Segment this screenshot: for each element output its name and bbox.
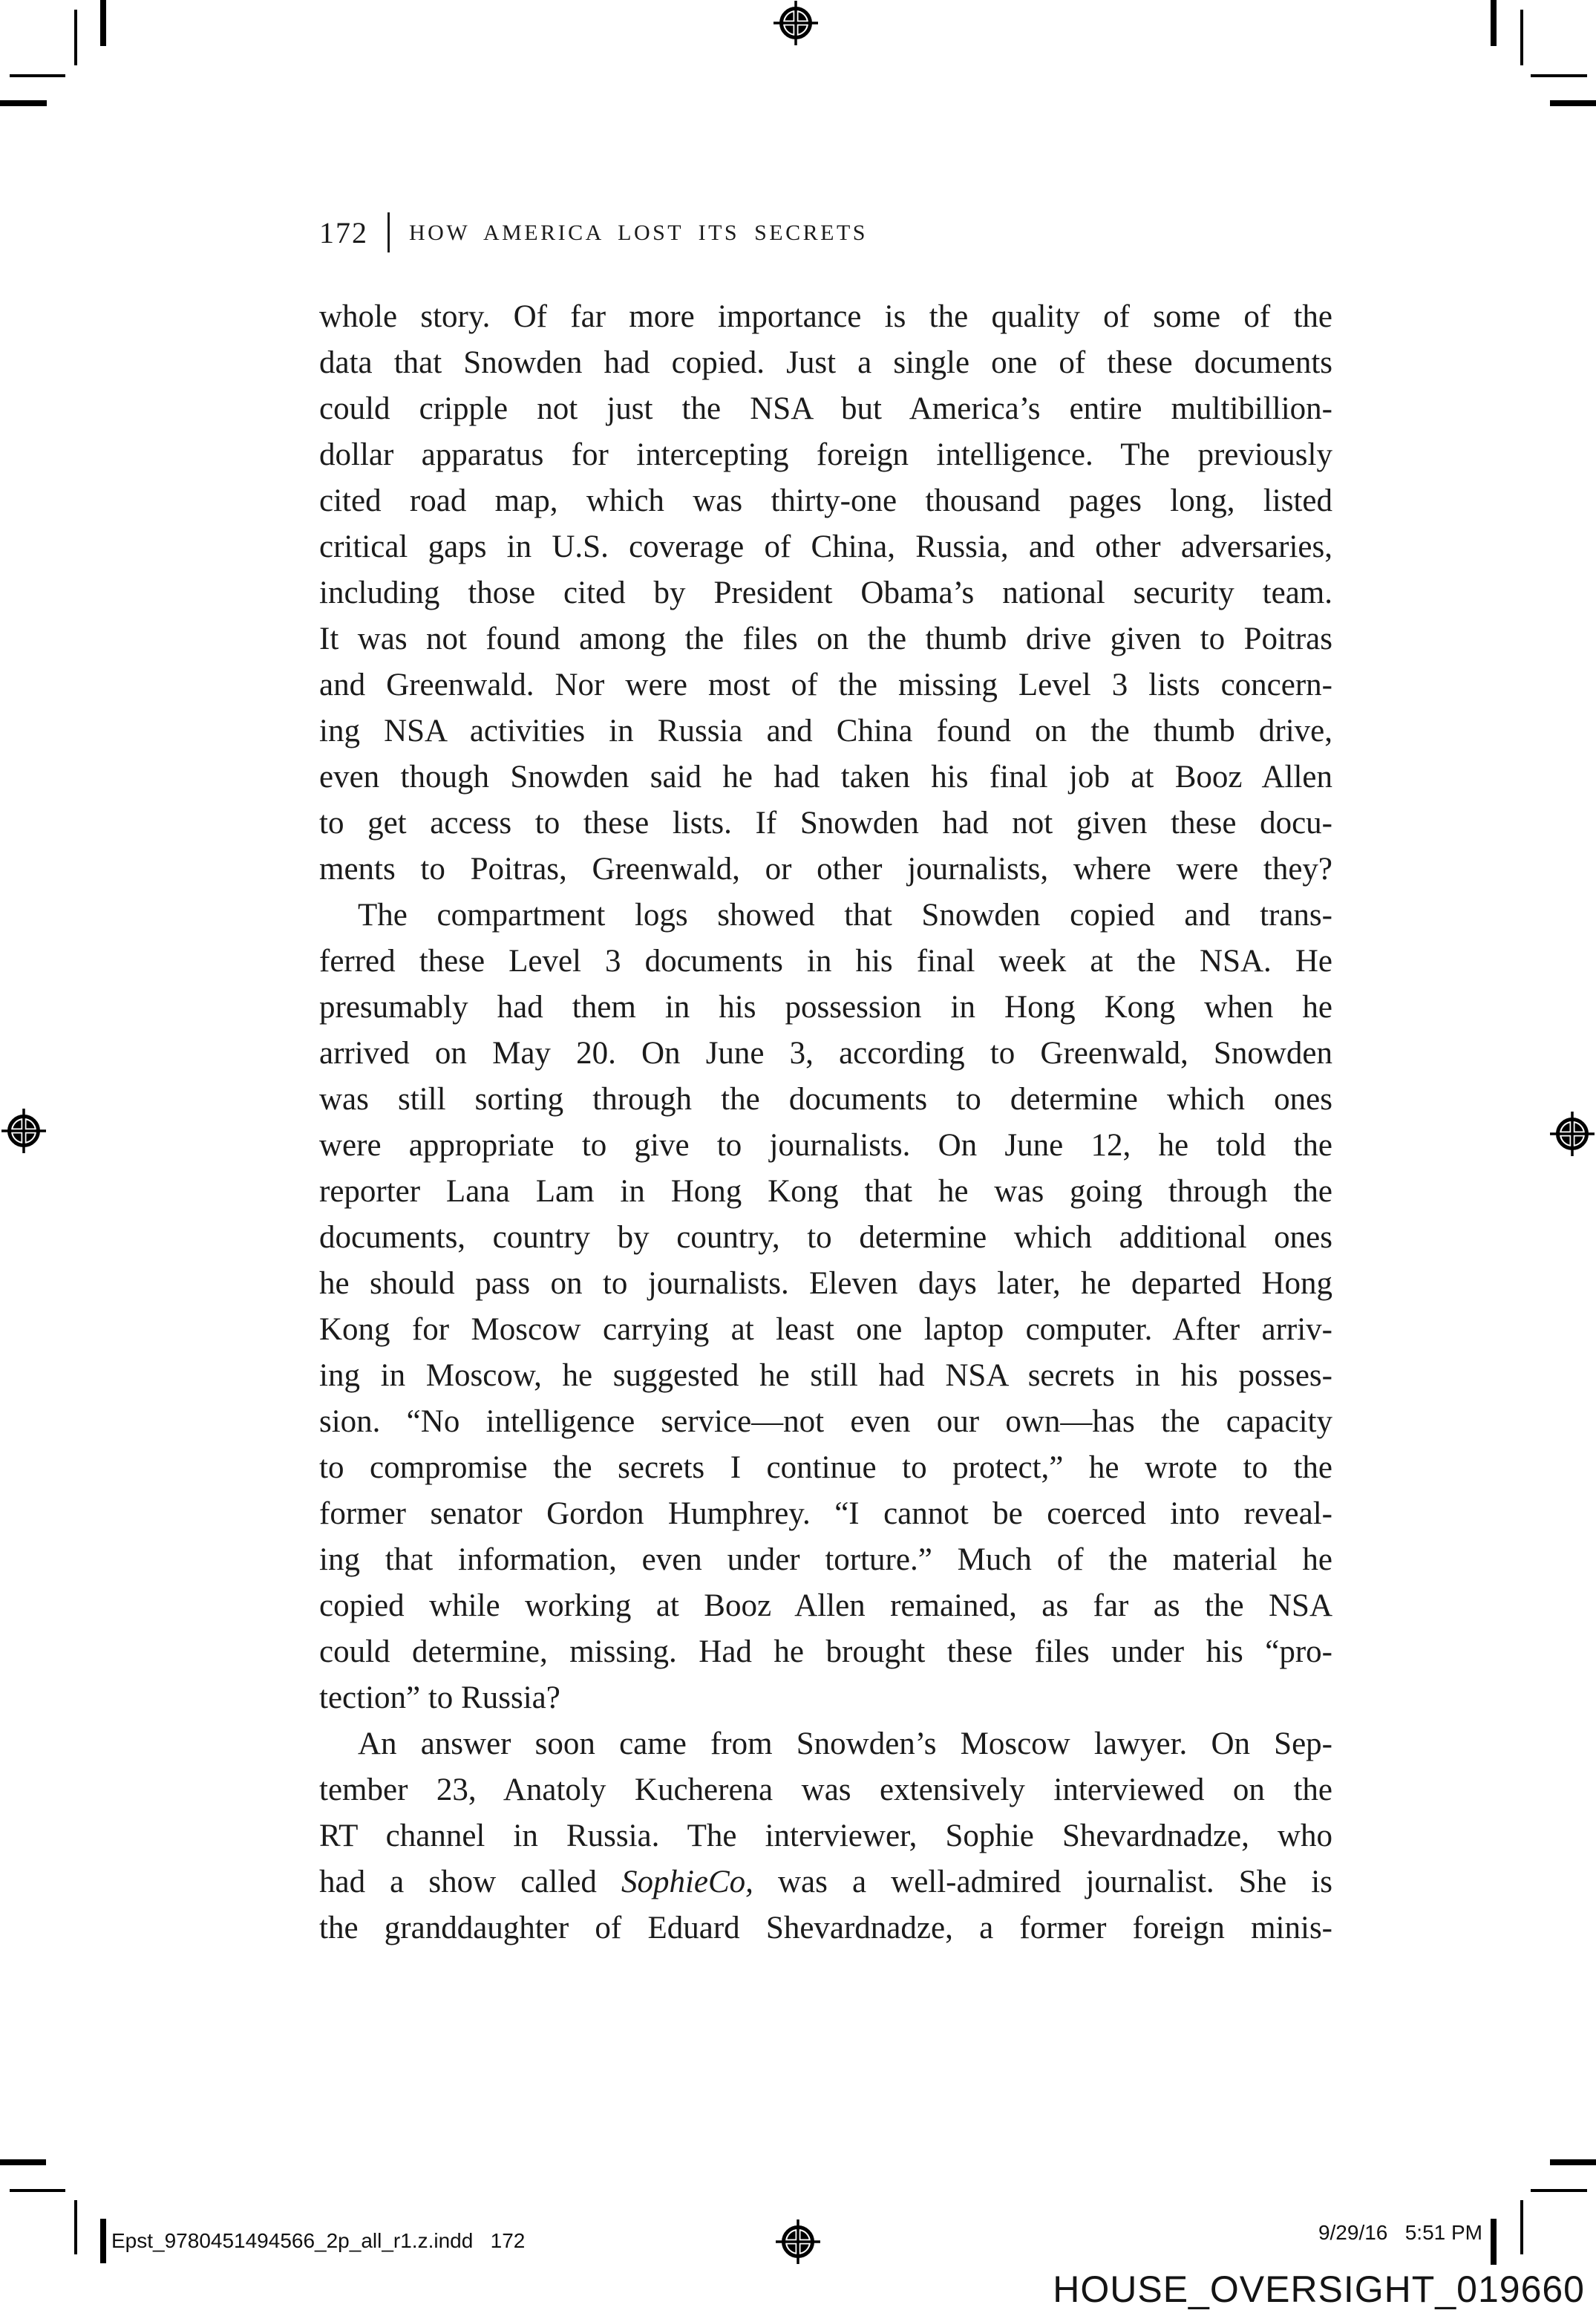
text-segment: and Greenwald. Nor were most of the missing Level 3 lists concern- — [319, 668, 1332, 702]
body-text — [319, 294, 1332, 1951]
text-segment: even though Snowden said he had taken his final job at Booz Allen — [319, 760, 1332, 795]
crop-mark-line — [100, 0, 106, 46]
body-text-line — [319, 1491, 1332, 1537]
text-segment: arrived on May 20. On June 3, according to Greenwald, Snowden — [319, 1036, 1332, 1071]
body-text-line — [319, 893, 1332, 939]
registration-target-top-icon — [772, 0, 820, 47]
text-segment: ing that information, even under torture.” Much of the material he — [319, 1542, 1332, 1577]
crop-mark-line — [0, 2159, 46, 2165]
body-text-line — [319, 1583, 1332, 1629]
running-head — [319, 212, 868, 252]
body-text-line — [319, 1537, 1332, 1583]
text-segment: was still sorting through the documents to determine which ones — [319, 1082, 1332, 1117]
text-segment: were appropriate to give to journalists. On June 12, he told the — [319, 1128, 1332, 1163]
crop-mark-line — [1491, 2219, 1497, 2265]
page-number: 172 — [319, 215, 368, 249]
text-segment: Kong for Moscow carrying at least one laptop computer. After arriv- — [319, 1312, 1332, 1347]
body-text-line — [319, 478, 1332, 524]
body-text-line — [319, 662, 1332, 708]
body-text-line — [319, 1169, 1332, 1215]
body-text-line — [319, 1721, 1332, 1767]
body-text-line — [319, 340, 1332, 386]
text-segment: ing in Moscow, he suggested he still had NSA secrets in his posses- — [319, 1358, 1332, 1393]
body-text-line — [319, 1767, 1332, 1813]
text-segment: tember 23, Anatoly Kucherena was extensively interviewed on the — [319, 1772, 1332, 1807]
text-segment: could cripple not just the NSA but America’s entire multibillion- — [319, 391, 1332, 426]
text-segment: cited road map, which was thirty-one thousand pages long, listed — [319, 483, 1332, 518]
body-text-line — [319, 1031, 1332, 1077]
text-segment: could determine, missing. Had he brought these files under his “pro- — [319, 1634, 1332, 1669]
text-segment: ing NSA activities in Russia and China found on the thumb drive, — [319, 714, 1332, 748]
body-text-line — [319, 1353, 1332, 1399]
crop-mark-line — [10, 2189, 65, 2192]
body-text-line — [319, 939, 1332, 985]
body-text-line — [319, 754, 1332, 800]
header-divider — [387, 212, 390, 252]
text-segment: dollar apparatus for intercepting foreign intelligence. The previously — [319, 437, 1332, 472]
oversight-stamp: HOUSE_OVERSIGHT_019660 — [1053, 2268, 1585, 2310]
body-text-line — [319, 432, 1332, 478]
text-segment: reporter Lana Lam in Hong Kong that he was going through the — [319, 1174, 1332, 1209]
italic-text: SophieCo, — [621, 1865, 753, 1899]
text-segment: had a show called — [319, 1865, 621, 1899]
text-segment: to compromise the secrets I continue to protect,” he wrote to the — [319, 1450, 1332, 1485]
text-segment: An answer soon came from Snowden’s Moscow lawyer. On Sep- — [358, 1726, 1332, 1761]
text-segment: tection” to Russia? — [319, 1680, 560, 1715]
crop-mark-line — [1520, 10, 1523, 65]
body-text-line — [319, 570, 1332, 616]
crop-mark-line — [100, 2219, 106, 2263]
registration-target-left-icon — [0, 1107, 48, 1155]
body-text-line — [319, 1215, 1332, 1261]
body-text-line — [319, 1905, 1332, 1951]
crop-mark-line — [1531, 74, 1587, 77]
body-text-line — [319, 1077, 1332, 1123]
crop-mark-line — [1491, 0, 1497, 46]
body-text-line — [319, 294, 1332, 340]
crop-mark-line — [10, 74, 65, 77]
body-text-line — [319, 1261, 1332, 1307]
body-text-line — [319, 1675, 1332, 1721]
body-text-line — [319, 800, 1332, 847]
crop-mark-line — [1531, 2189, 1587, 2192]
running-title: HOW AMERICA LOST ITS SECRETS — [409, 221, 868, 245]
text-segment: ments to Poitras, Greenwald, or other journalists, where were they? — [319, 852, 1332, 887]
text-segment: It was not found among the files on the thumb drive given to Poitras — [319, 622, 1332, 656]
text-segment: ferred these Level 3 documents in his final week at the NSA. He — [319, 944, 1332, 979]
text-segment: including those cited by President Obama’s national security team. — [319, 575, 1332, 610]
text-segment: whole story. Of far more importance is the quality of some of the — [319, 299, 1332, 334]
text-segment: The compartment logs showed that Snowden copied and trans- — [358, 898, 1332, 933]
body-text-line — [319, 1307, 1332, 1353]
crop-mark-line — [1520, 2200, 1523, 2254]
footer-datetime-label: 9/29/16 5:51 PM — [1318, 2221, 1482, 2244]
body-text-line — [319, 1445, 1332, 1491]
body-text-line — [319, 616, 1332, 662]
body-text-line — [319, 1629, 1332, 1675]
crop-mark-line — [0, 100, 47, 106]
crop-mark-line — [74, 10, 77, 65]
body-text-line — [319, 1813, 1332, 1859]
text-segment: he should pass on to journalists. Eleven days later, he departed Hong — [319, 1266, 1332, 1301]
text-segment: former senator Gordon Humphrey. “I cannot be coerced into reveal- — [319, 1496, 1332, 1531]
text-segment: presumably had them in his possession in Hong Kong when he — [319, 990, 1332, 1025]
body-text-line — [319, 386, 1332, 432]
text-segment: copied while working at Booz Allen remained, as far as the NSA — [319, 1588, 1332, 1623]
body-text-line — [319, 847, 1332, 893]
body-text-line — [319, 1859, 1332, 1905]
text-segment: documents, country by country, to determine which additional ones — [319, 1220, 1332, 1255]
registration-target-right-icon — [1548, 1110, 1596, 1158]
registration-target-bottom-icon — [774, 2218, 822, 2266]
footer-file-label: Epst_9780451494566_2p_all_r1.z.indd 172 — [111, 2229, 526, 2252]
body-text-line — [319, 708, 1332, 754]
text-segment: the granddaughter of Eduard Shevardnadze, a former foreign minis- — [319, 1911, 1332, 1945]
body-text-line — [319, 1399, 1332, 1445]
crop-mark-line — [1550, 2159, 1596, 2165]
text-segment: RT channel in Russia. The interviewer, Sophie Shevardnadze, who — [319, 1818, 1332, 1853]
body-text-line — [319, 1123, 1332, 1169]
body-text-line — [319, 985, 1332, 1031]
crop-mark-line — [1550, 100, 1596, 106]
body-text-line — [319, 524, 1332, 570]
text-segment: sion. “No intelligence service—not even our own—has the capacity — [319, 1404, 1332, 1439]
text-segment: critical gaps in U.S. coverage of China, Russia, and other adversaries, — [319, 529, 1332, 564]
text-segment: to get access to these lists. If Snowden had not given these docu- — [319, 806, 1332, 841]
text-segment: data that Snowden had copied. Just a single one of these documents — [319, 345, 1332, 380]
text-segment: was a well-admired journalist. She is — [753, 1865, 1332, 1899]
crop-mark-line — [74, 2200, 77, 2254]
